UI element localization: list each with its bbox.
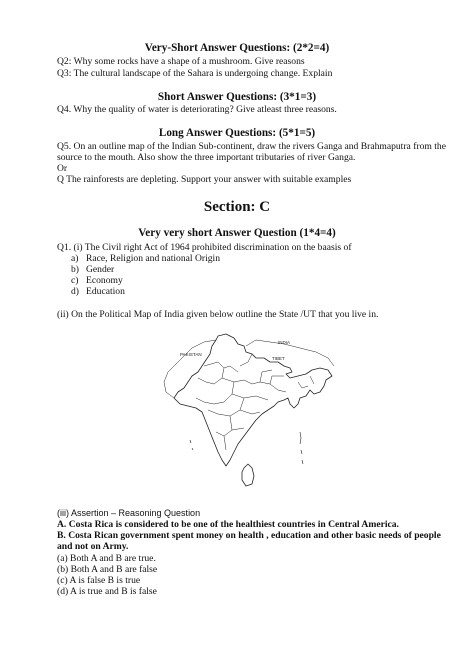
choice-a: (a) Both A and B are true. [57,553,156,564]
option-text: Gender [86,264,115,275]
option-marker: a) [71,253,79,264]
andaman-islands [300,432,303,464]
option-text: Race, Religion and national Origin [86,253,221,264]
question-q4: Q4. Why the quality of water is deteriorating? Give atleast three reasons. [57,104,337,115]
question-alternative: Q The rainforests are depleting. Support your answer with suitable examples [57,174,352,185]
short-heading: Short Answer Questions: (3*1=3) [157,91,317,103]
choice-b: (b) Both A and B are false [57,564,158,575]
assertion-title: (iii) Assertion – Reasoning Question [57,508,201,518]
question-map: (ii) On the Political Map of India given below outline the State /UT that you live in. [57,309,379,320]
option-text: Education [86,286,125,297]
assertion-statement-a: A. Costa Rica is considered to be one of the healthiest countries in Central America. [57,519,399,530]
map-label-pakistan: PAKISTAN [180,352,202,357]
india-political-map [160,332,340,492]
section-c-title: Section: C [203,199,271,215]
sri-lanka-outline [242,464,254,486]
choice-c: (c) A is false B is true [57,575,141,586]
or-label: Or [57,163,68,174]
map-label-tibet: TIBET [272,356,285,361]
very-short-heading: Very-Short Answer Questions: (2*2=4) [144,42,330,54]
section-c-subheading: Very very short Answer Question (1*4=4) [138,227,336,239]
long-heading: Long Answer Questions: (5*1=5) [158,127,316,139]
option-text: Economy [86,275,123,286]
neighbour-boundaries [164,340,334,398]
question-q5-line1: Q5. On an outline map of the Indian Sub-continent, draw the rivers Ganga and Brahmaputra from the [57,141,446,152]
question-q2: Q2: Why some rocks have a shape of a mushroom. Give reasons [57,56,305,67]
reason-statement-b-line2: and not on Army. [57,541,129,552]
map-label-india: INDIA [278,340,291,345]
option-marker: b) [71,264,79,275]
question-q3: Q3: The cultural landscape of the Sahara is undergoing change. Explain [57,68,333,79]
question-q5-line2: source to the mouth. Also show the three important tributaries of river Ganga. [57,152,356,163]
state-boundaries [196,354,314,450]
lakshadweep-islands [190,440,193,450]
choice-d: (d) A is true and B is false [57,586,157,597]
reason-statement-b-line1: B. Costa Rican government spent money on health , education and other basic needs of people [57,530,441,541]
option-marker: c) [71,275,79,286]
option-marker: d) [71,286,79,297]
question-q1: Q1. (i) The Civil right Act of 1964 prohibited discrimination on the baasis of [57,242,352,253]
